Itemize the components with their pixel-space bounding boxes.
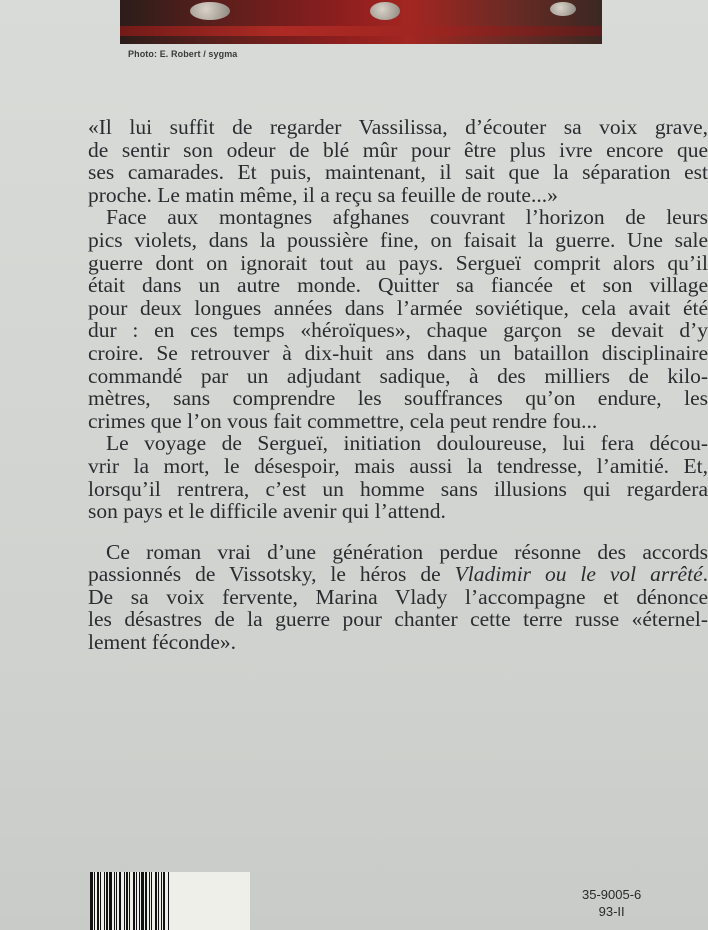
text-line: guerre dont on ignorait tout au pays. Sergueï comprit alors qu’il [88,250,708,275]
text-line: lement féconde». [88,630,237,655]
text-line: dur : en ces temps «héroïques», chaque garçon se devait d’y [88,318,708,343]
text-line: son pays et le difficile avenir qui l’attend. [88,499,446,524]
book-title: Vladimir ou le vol arrêté [454,562,703,587]
text-segment: . [702,562,708,587]
text-line: Face aux montagnes afghanes couvrant l’horizon de leurs [106,205,708,230]
barcode [90,872,250,930]
text-line: de sentir son odeur de blé mûr pour être plus ivre encore que [88,137,708,162]
text-line: mètres, sans comprendre les souffrances qu’on endure, les [88,386,708,411]
photo-object [190,2,230,20]
text-line: vrir la mort, le désespoir, mais aussi la tendresse, l’amitié. Et, [88,453,708,478]
back-cover-text [88,116,708,654]
catalog-date-code: 93-II [598,904,625,919]
text-line: croire. Se retrouver à dix-huit ans dans un bataillon disciplinaire [88,340,708,365]
cover-photo [120,0,602,44]
catalog-reference: 35-9005-6 [582,887,642,902]
barcode-stripe [169,872,170,930]
text-segment: passionnés de Vissotsky, le héros de [88,562,455,587]
photo-object [550,2,576,16]
text-line: Le voyage de Sergueï, initiation douloureuse, lui fera décou- [106,431,708,456]
text-line: proche. Le matin même, il a reçu sa feuille de route...» [88,182,558,207]
text-line: De sa voix fervente, Marina Vlady l’accompagne et dénonce [88,584,708,609]
text-line: pour deux longues années dans l’armée soviétique, cela avait été [88,295,708,320]
text-line: pics violets, dans la poussière fine, on faisait la guerre. Une sale [88,227,708,252]
text-line: commandé par un adjudant sadique, à des milliers de kilo- [88,363,708,388]
text-line: lorsqu’il rentrera, c’est un homme sans illusions qui regardera [88,476,708,501]
catalog-codes [582,886,641,920]
text-line: Ce roman vrai d’une génération perdue résonne des accords [106,539,708,564]
text-line: ses camarades. Et puis, maintenant, il sait que la séparation est [88,160,708,185]
photo-object [370,2,400,20]
photo-credit: Photo: E. Robert / sygma [128,49,238,59]
text-line: «Il lui suffit de regarder Vassilissa, d’écouter sa voix grave, [88,115,708,139]
text-line: crimes que l’on vous fait commettre, cela peut rendre fou... [88,408,598,433]
photo-table [120,26,602,36]
text-line [88,563,708,586]
text-line: était dans un autre monde. Quitter sa fiancée et son village [88,273,708,298]
text-line: les désastres de la guerre pour chanter cette terre russe «éternel- [88,607,708,632]
